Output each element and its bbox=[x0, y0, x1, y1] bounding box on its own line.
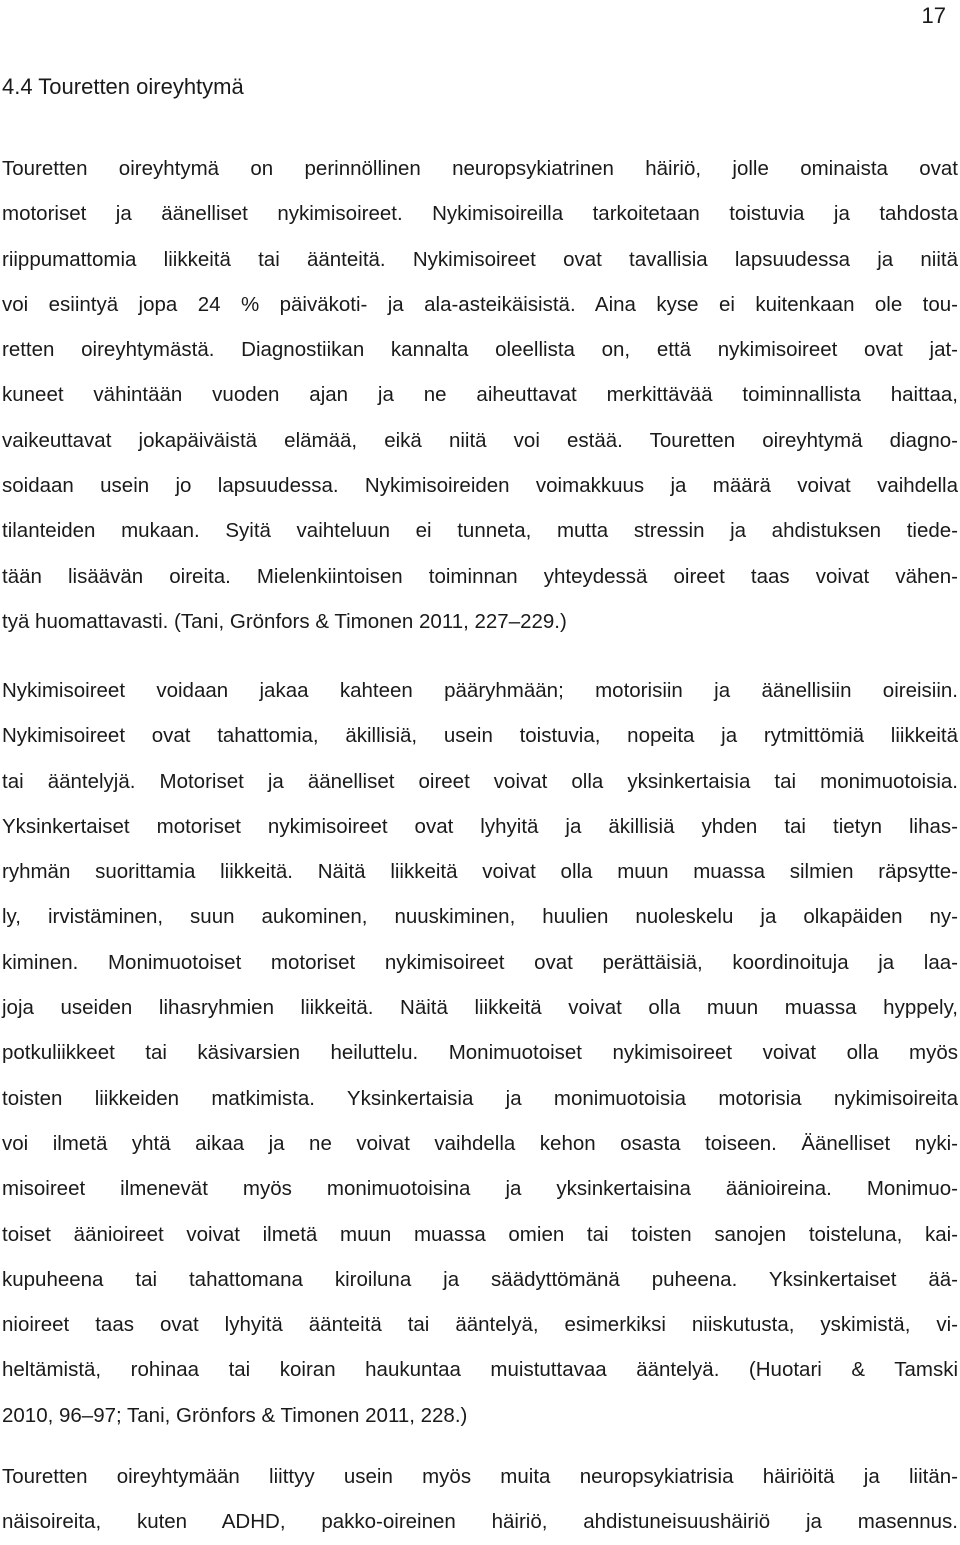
paragraph-line: toisten liikkeiden matkimista. Yksinkertaisia ja monimuotoisia motorisia nykimisoireita bbox=[2, 1086, 958, 1110]
paragraph-line: nioireet taas ovat lyhyitä äänteitä tai ääntelyä, esimerkiksi niiskutusta, yskimistä, vi- bbox=[2, 1313, 958, 1337]
paragraph-line: voi ilmetä yhtä aikaa ja ne voivat vaihdella kehon osasta toiseen. Äänelliset nyki- bbox=[2, 1131, 958, 1155]
paragraph-line: Nykimisoireet ovat tahattomia, äkillisiä, usein toistuvia, nopeita ja rytmittömiä liikkeitä bbox=[2, 724, 958, 748]
paragraph-3 bbox=[2, 1454, 958, 1545]
paragraph-line: motoriset ja äänelliset nykimisoireet. Nykimisoireilla tarkoitetaan toistuvia ja tahdosta bbox=[2, 202, 958, 226]
paragraph-line: joja useiden lihasryhmien liikkeitä. Näitä liikkeitä voivat olla muun muassa hyppely, bbox=[2, 996, 958, 1020]
paragraph-line: soidaan usein jo lapsuudessa. Nykimisoireiden voimakkuus ja määrä voivat vaihdella bbox=[2, 474, 958, 498]
section-heading: 4.4 Touretten oireyhtymä bbox=[2, 74, 244, 99]
paragraph-line: tyä huomattavasti. (Tani, Grönfors & Timonen 2011, 227–229.) bbox=[2, 609, 567, 633]
paragraph-line: kupuheena tai tahattomana kiroiluna ja säädyttömänä puheena. Yksinkertaiset ää- bbox=[2, 1267, 958, 1291]
paragraph-line: voi esiintyä jopa 24 % päiväkoti- ja ala-asteikäisistä. Aina kyse ei kuitenkaan ole tou- bbox=[2, 292, 958, 316]
paragraph-line: Nykimisoireet voidaan jakaa kahteen pääryhmään; motorisiin ja äänellisiin oireisiin. bbox=[2, 679, 958, 702]
paragraph-line: kiminen. Monimuotoiset motoriset nykimisoireet ovat perättäisiä, koordinoituja ja laa- bbox=[2, 950, 958, 974]
paragraph-line: tään lisäävän oireita. Mielenkiintoisen toiminnan yhteydessä oireet taas voivat vähen- bbox=[2, 564, 958, 588]
paragraph-line: Touretten oireyhtymään liittyy usein myös muita neuropsykiatrisia häiriöitä ja liitän- bbox=[2, 1465, 958, 1488]
paragraph-line: heltämistä, rohinaa tai koiran haukuntaa muistuttavaa ääntelyä. (Huotari & Tamski bbox=[2, 1358, 958, 1382]
paragraph-line: vaikeuttavat jokapäiväistä elämää, eikä niitä voi estää. Touretten oireyhtymä diagno- bbox=[2, 428, 958, 452]
paragraph-line: 2010, 96–97; Tani, Grönfors & Timonen 2011, 228.) bbox=[2, 1403, 468, 1427]
paragraph-line: näisoireita, kuten ADHD, pakko-oireinen häiriö, ahdistuneisuushäiriö ja masennus. bbox=[2, 1510, 958, 1534]
paragraph-line: tai ääntelyjä. Motoriset ja äänelliset oireet voivat olla yksinkertaisia tai monimuotoisia. bbox=[2, 769, 958, 793]
page-number: 17 bbox=[921, 3, 946, 28]
paragraph-line: misoireet ilmenevät myös monimuotoisina ja yksinkertaisina äänioireina. Monimuo- bbox=[2, 1177, 958, 1201]
paragraph-line: kuneet vähintään vuoden ajan ja ne aiheuttavat merkittävää toiminnallista haittaa, bbox=[2, 383, 958, 407]
paragraph-line: potkuliikkeet tai käsivarsien heiluttelu. Monimuotoiset nykimisoireet voivat olla myös bbox=[2, 1041, 958, 1065]
paragraph-line: riippumattomia liikkeitä tai äänteitä. Nykimisoireet ovat tavallisia lapsuudessa ja niitä bbox=[2, 247, 958, 271]
paragraph-line: retten oireyhtymästä. Diagnostiikan kannalta oleellista on, että nykimisoireet ovat jat- bbox=[2, 338, 958, 362]
paragraph-line: toiset äänioireet voivat ilmetä muun muassa omien tai toisten sanojen toisteluna, kai- bbox=[2, 1222, 958, 1246]
paragraph-line: Yksinkertaiset motoriset nykimisoireet ovat lyhyitä ja äkillisiä yhden tai tietyn lihas- bbox=[2, 814, 958, 838]
paragraph-1 bbox=[2, 146, 958, 644]
paragraph-line: ly, irvistäminen, suun aukominen, nuuskiminen, huulien nuoleskelu ja olkapäiden ny- bbox=[2, 905, 958, 929]
paragraph-line: ryhmän suorittamia liikkeitä. Näitä liikkeitä voivat olla muun muassa silmien räpsytte- bbox=[2, 860, 958, 884]
paragraph-line: Touretten oireyhtymä on perinnöllinen neuropsykiatrinen häiriö, jolle ominaista ovat bbox=[2, 157, 958, 180]
paragraph-2 bbox=[2, 668, 958, 1438]
paragraph-line: tilanteiden mukaan. Syitä vaihteluun ei tunneta, mutta stressin ja ahdistuksen tiede- bbox=[2, 519, 958, 543]
